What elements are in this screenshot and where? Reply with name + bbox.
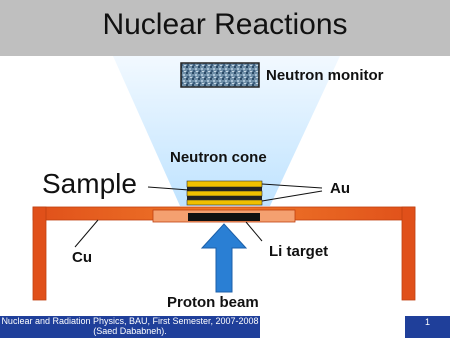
li-leader-line xyxy=(246,222,262,241)
sample-stack xyxy=(187,181,262,205)
sample-label: Sample xyxy=(42,168,137,199)
neutron-cone-label: Neutron cone xyxy=(170,149,267,166)
page-number: 1 xyxy=(405,316,450,338)
cu-label: Cu xyxy=(72,249,92,266)
footer-line-2: (Saed Dababneh). xyxy=(93,326,167,336)
neutron-monitor-detector xyxy=(181,63,259,87)
li-target xyxy=(188,213,260,221)
footer-line-1: Nuclear and Radiation Physics, BAU, First Semester, 2007-2008 xyxy=(1,316,259,326)
au-label: Au xyxy=(330,180,350,197)
footer-bar xyxy=(0,316,260,338)
neutron-monitor-label: Neutron monitor xyxy=(266,67,384,84)
cu-leader-line xyxy=(75,220,98,247)
proton-beam-arrow xyxy=(202,224,246,292)
slide-title: Nuclear Reactions xyxy=(102,8,348,41)
li-target-label: Li target xyxy=(269,243,329,260)
proton-beam-label: Proton beam xyxy=(167,294,259,311)
